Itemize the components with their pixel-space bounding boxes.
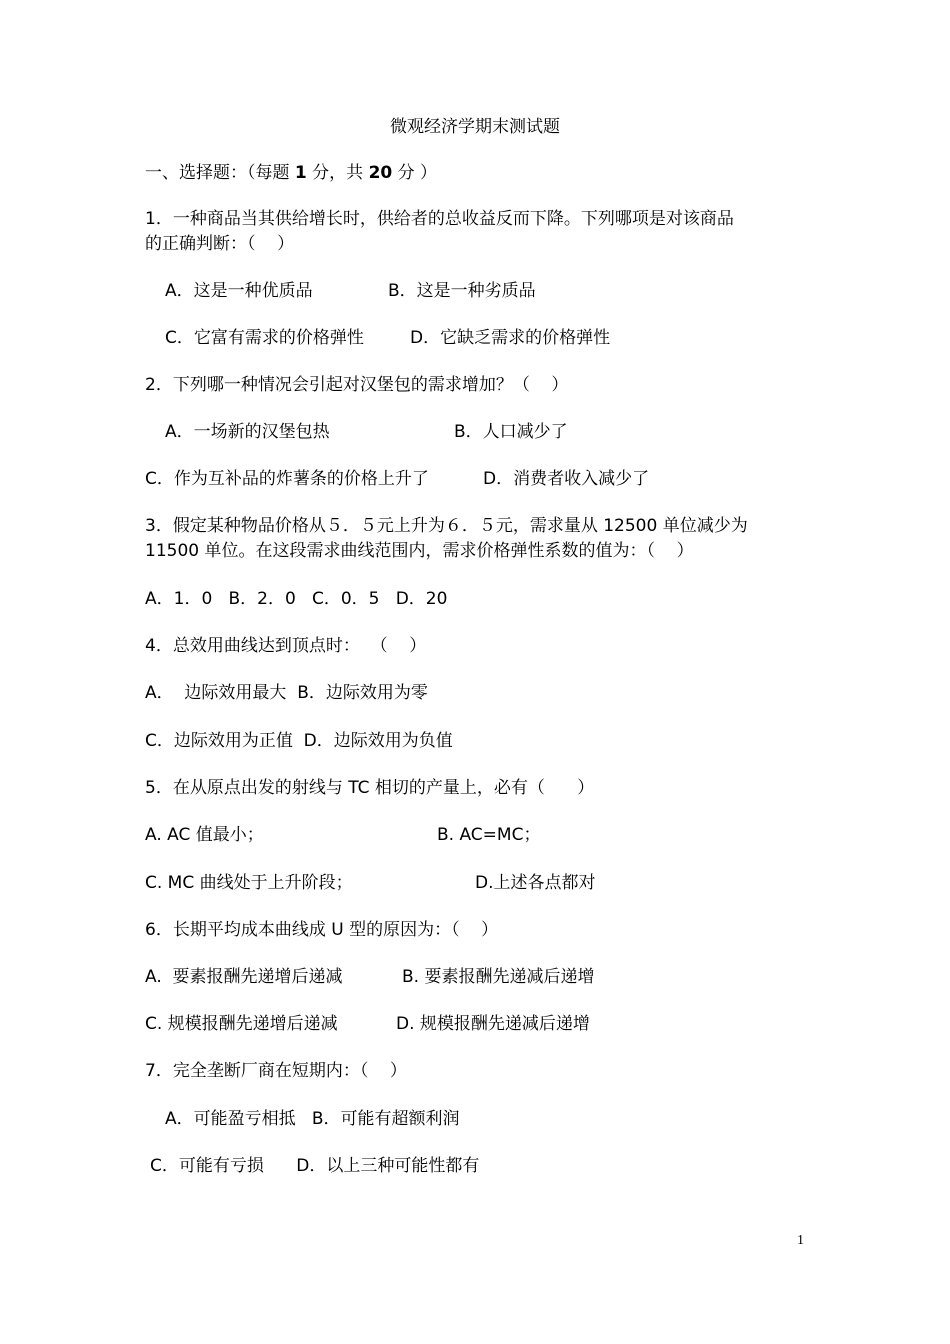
question-2-option-b: B．人口减少了 xyxy=(454,422,568,442)
question-7-stem: 7．完全垄断厂商在短期内：（ ） xyxy=(145,1061,407,1081)
question-3-stem-line-2: 11500 单位。在这段需求曲线范围内，需求价格弹性系数的值为：（ ） xyxy=(145,541,694,561)
question-1-option-c: C．它富有需求的价格弹性 xyxy=(165,328,364,348)
question-7-options-cd: C．可能有亏损 D．以上三种可能性都有 xyxy=(150,1156,480,1176)
question-6-option-a: A. 要素报酬先递增后递减 xyxy=(145,967,343,987)
question-3-options: A．1．0 B．2．0 C．0．5 D．20 xyxy=(145,589,448,609)
question-5-option-c: C. MC 曲线处于上升阶段； xyxy=(145,873,353,893)
question-2-option-d: D．消费者收入减少了 xyxy=(483,469,650,489)
question-6-option-c: C. 规模报酬先递增后递减 xyxy=(145,1014,338,1034)
question-4-options-cd: C．边际效用为正值 D．边际效用为负值 xyxy=(145,731,453,751)
question-2-option-c: C．作为互补品的炸薯条的价格上升了 xyxy=(145,469,429,489)
question-2-option-a: A．一场新的汉堡包热 xyxy=(165,422,330,442)
question-6-stem: 6．长期平均成本曲线成 U 型的原因为：（ ） xyxy=(145,920,499,940)
section-heading: 一、选择题：（每题 1 分，共 20 分 ） xyxy=(145,163,438,183)
question-5-stem: 5．在从原点出发的射线与 TC 相切的产量上，必有（ ） xyxy=(145,778,595,798)
question-4-stem: 4．总效用曲线达到顶点时： （ ） xyxy=(145,636,427,656)
question-6-option-d: D. 规模报酬先递减后递增 xyxy=(396,1014,590,1034)
question-5-option-a: A. AC 值最小； xyxy=(145,825,264,845)
page-number: 1 xyxy=(797,1233,804,1248)
question-4-options-ab: A． 边际效用最大 B．边际效用为零 xyxy=(145,683,428,703)
question-5-option-b: B. AC=MC； xyxy=(437,825,541,845)
question-7-options-ab: A．可能盈亏相抵 B．可能有超额利润 xyxy=(165,1109,460,1129)
page-title: 微观经济学期末测试题 xyxy=(390,117,560,137)
question-1-option-b: B．这是一种劣质品 xyxy=(388,281,536,301)
question-1-option-a: A．这是一种优质品 xyxy=(165,281,313,301)
question-1-stem-line-2: 的正确判断：（ ） xyxy=(145,234,295,254)
question-1-option-d: D．它缺乏需求的价格弹性 xyxy=(410,328,611,348)
question-1-stem-line-1: 1．一种商品当其供给增长时，供给者的总收益反而下降。下列哪项是对该商品 xyxy=(145,209,734,229)
question-6-option-b: B. 要素报酬先递减后递增 xyxy=(402,967,595,987)
question-2-stem: 2．下列哪一种情况会引起对汉堡包的需求增加？（ ） xyxy=(145,375,569,395)
question-5-option-d: D.上述各点都对 xyxy=(475,873,596,893)
question-3-stem-line-1: 3．假定某种物品价格从５．５元上升为６．５元，需求量从 12500 单位减少为 xyxy=(145,516,748,536)
